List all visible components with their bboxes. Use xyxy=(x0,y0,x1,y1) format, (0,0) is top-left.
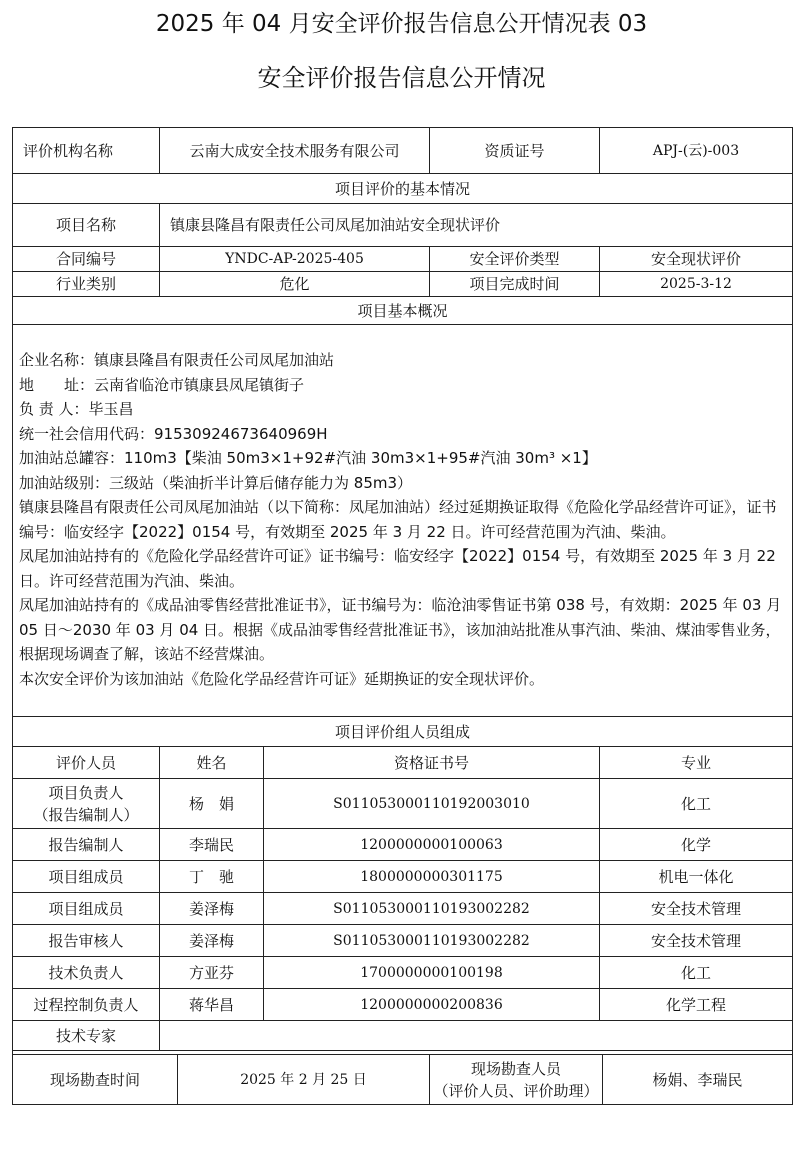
site-survey-staff-value: 杨娟、李瑞民 xyxy=(603,1055,793,1105)
overview-line: 加油站级别：三级站（柴油折半计算后储存能力为 85m3） xyxy=(19,473,413,492)
cert-no-label: 资质证号 xyxy=(430,128,600,174)
team-role: 过程控制负责人 xyxy=(13,989,160,1021)
project-name-label: 项目名称 xyxy=(13,204,160,247)
overview-line: 加油站总罐容：110m3【柴油 50m3×1+92#汽油 30m3×1+95#汽油 30m³ ×1】 xyxy=(19,449,597,467)
overview-line: 镇康县隆昌有限责任公司凤尾加油站（以下简称：凤尾加油站）经过延期换证取得《危险化学品经营许可证》，证书编号：临安经字【2022】0154 号，有效期至 2025 年 3 月 22 日。许可经营范围为汽油、柴油。 xyxy=(19,498,777,541)
industry-label: 行业类别 xyxy=(13,272,160,297)
team-role: 报告编制人 xyxy=(13,829,160,861)
overview-header: 项目基本概况 xyxy=(13,297,793,325)
finish-time-label: 项目完成时间 xyxy=(430,272,600,297)
site-survey-time-value: 2025 年 2 月 25 日 xyxy=(178,1055,430,1105)
team-col-major: 专业 xyxy=(600,747,793,779)
team-role: 项目组成员 xyxy=(13,893,160,925)
team-major: 化学工程 xyxy=(600,989,793,1021)
team-role: 项目负责人 （报告编制人） xyxy=(13,779,160,829)
team-cert-no: 1200000000200836 xyxy=(264,989,600,1021)
team-role: 技术负责人 xyxy=(13,957,160,989)
overview-line: 本次安全评价为该加油站《危险化学品经营许可证》延期换证的安全现状评价。 xyxy=(19,669,545,688)
team-cert-no: S011053000110192003010 xyxy=(264,779,600,829)
info-table xyxy=(12,127,793,1105)
org-name-value: 云南大成安全技术服务有限公司 xyxy=(160,128,430,174)
site-survey-time-label: 现场勘查时间 xyxy=(13,1055,178,1105)
team-role: 项目组成员 xyxy=(13,861,160,893)
site-survey-staff-label-note: （评价人员、评价助理） xyxy=(433,1081,599,1100)
finish-time-value: 2025-3-12 xyxy=(600,272,793,297)
team-major: 安全技术管理 xyxy=(600,925,793,957)
team-member-name: 姜泽梅 xyxy=(160,925,264,957)
team-member-name: 蒋华昌 xyxy=(160,989,264,1021)
overview-line: 统一社会信用代码：91530924673640969H xyxy=(19,424,328,443)
overview-text xyxy=(13,325,793,717)
site-survey-staff-label xyxy=(430,1055,603,1105)
team-cert-no: 1700000000100198 xyxy=(264,957,600,989)
overview-line: 企业名称：镇康县隆昌有限责任公司凤尾加油站 xyxy=(19,351,335,369)
site-survey-staff-label-line: 现场勘查人员 xyxy=(470,1059,561,1078)
team-cert-no: S011053000110193002282 xyxy=(264,893,600,925)
team-member-name: 李瑞民 xyxy=(160,829,264,861)
cert-no-value: APJ-(云)-003 xyxy=(600,128,793,174)
org-name-label: 评价机构名称 xyxy=(13,128,160,174)
expert-label: 技术专家 xyxy=(13,1021,160,1051)
team-major: 安全技术管理 xyxy=(600,893,793,925)
document-title: 2025 年 04 月安全评价报告信息公开情况表 03 xyxy=(155,11,648,37)
industry-value: 危化 xyxy=(160,272,430,297)
team-cert-no: S011053000110193002282 xyxy=(264,925,600,957)
team-major: 机电一体化 xyxy=(600,861,793,893)
contract-no-value: YNDC-AP-2025-405 xyxy=(160,247,430,272)
team-header: 项目评价组人员组成 xyxy=(13,717,793,747)
team-col-name: 姓名 xyxy=(160,747,264,779)
overview-line: 负 责 人：毕玉昌 xyxy=(19,400,134,418)
eval-type-label: 安全评价类型 xyxy=(430,247,600,272)
basic-info-header: 项目评价的基本情况 xyxy=(13,174,793,204)
team-member-name: 姜泽梅 xyxy=(160,893,264,925)
project-name-value: 镇康县隆昌有限责任公司凤尾加油站安全现状评价 xyxy=(160,204,793,247)
team-col-role: 评价人员 xyxy=(13,747,160,779)
team-cert-no: 1800000000301175 xyxy=(264,861,600,893)
contract-no-label: 合同编号 xyxy=(13,247,160,272)
team-major: 化工 xyxy=(600,957,793,989)
overview-line: 凤尾加油站持有的《危险化学品经营许可证》证书编号：临安经字【2022】0154 号，有效期至 2025 年 3 月 22 日。许可经营范围为汽油、柴油。 xyxy=(19,547,776,590)
team-cert-no: 1200000000100063 xyxy=(264,829,600,861)
team-col-cert: 资格证书号 xyxy=(264,747,600,779)
eval-type-value: 安全现状评价 xyxy=(600,247,793,272)
team-major: 化学 xyxy=(600,829,793,861)
team-member-name: 杨 娟 xyxy=(160,779,264,829)
team-major: 化工 xyxy=(600,779,793,829)
expert-value xyxy=(160,1021,793,1051)
overview-line: 地 址：云南省临沧市镇康县凤尾镇街子 xyxy=(19,375,305,394)
team-member-name: 方亚芬 xyxy=(160,957,264,989)
team-role: 报告审核人 xyxy=(13,925,160,957)
document-subtitle: 安全评价报告信息公开情况 xyxy=(257,64,546,92)
overview-line: 凤尾加油站持有的《成品油零售经营批准证书》，证书编号为：临沧油零售证书第 038 号，有效期：2025 年 03 月 05 日～2030 年 03 月 04 日。根据《成品油零售经营批准证书》，该加油站批准从事汽油、柴油、煤油零售业务，根据现场调查了解，该站不经营煤油。 xyxy=(19,596,782,663)
team-member-name: 丁 驰 xyxy=(160,861,264,893)
